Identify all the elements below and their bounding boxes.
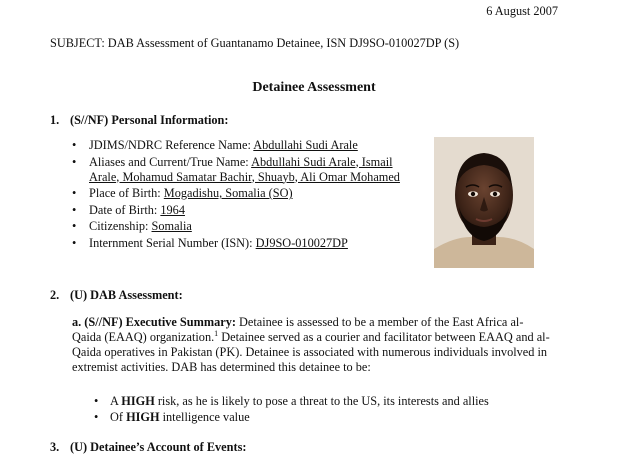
list-item — [72, 138, 412, 153]
risk-list — [94, 394, 489, 426]
section-3-heading — [50, 440, 246, 455]
list-item — [94, 394, 489, 409]
list-item — [72, 203, 412, 218]
footnote-marker: 1 — [214, 328, 219, 338]
summary-text-part1: Detainee is assessed to be a member of the East Africa al-Qaida (EAAQ) organization. — [72, 315, 524, 344]
list-item — [94, 410, 489, 425]
field-label: Place of Birth: — [89, 186, 164, 200]
list-item — [72, 186, 412, 201]
section-2-heading — [50, 288, 183, 303]
field-label: Aliases and Current/True Name: — [89, 154, 252, 169]
risk-description: risk, as he is likely to pose a threat to the US, its interests and allies — [154, 394, 489, 408]
risk-level: HIGH — [126, 410, 160, 424]
section-title: (U) Detainee’s Account of Events: — [70, 440, 247, 454]
summary-label: a. (S//NF) Executive Summary: — [72, 315, 236, 329]
section-title: (S//NF) Personal Information: — [70, 113, 229, 127]
summary-text-part2: Detainee served as a courier and facilitator between EAAQ and al-Qaida operatives in Pakistan (PK). Detainee is associated with numerous individuals involved in extremist activities. DAB has determined this detainee to be: — [72, 330, 550, 374]
risk-prefix: Of — [110, 410, 127, 424]
field-value: 1964 — [160, 202, 185, 217]
section-1-heading — [50, 113, 228, 128]
field-label: Date of Birth: — [89, 202, 161, 217]
subject-line: SUBJECT: DAB Assessment of Guantanamo Detainee, ISN DJ9SO-010027DP (S) — [50, 36, 460, 50]
list-item — [72, 236, 412, 251]
section-number: 1. — [50, 113, 60, 127]
risk-prefix: A — [110, 394, 122, 408]
field-label: Internment Serial Number (ISN): — [89, 235, 256, 250]
list-item — [72, 155, 412, 185]
executive-summary — [72, 315, 550, 375]
document-title: Detainee Assessment — [252, 80, 376, 95]
detainee-photo — [434, 137, 534, 268]
document-date: 6 August 2007 — [486, 4, 558, 18]
field-label: JDIMS/NDRC Reference Name: — [89, 138, 254, 152]
field-value: Somalia — [151, 219, 192, 233]
risk-description: intelligence value — [159, 410, 250, 424]
risk-level: HIGH — [121, 394, 155, 408]
field-label: Citizenship: — [89, 219, 152, 233]
list-item — [72, 219, 412, 234]
section-number: 2. — [50, 288, 60, 302]
field-value: Abdullahi Sudi Arale, Ismail Arale, Mohamud Samatar Bachir, Shuayb, Ali Omar Mohamed — [89, 154, 400, 184]
personal-info-list — [72, 138, 412, 252]
section-title: (U) DAB Assessment: — [70, 288, 183, 302]
portrait-image — [434, 137, 534, 268]
field-value: Abdullahi Sudi Arale — [253, 138, 358, 152]
field-value: DJ9SO-010027DP — [255, 235, 348, 250]
field-value: Mogadishu, Somalia (SO) — [163, 186, 293, 200]
section-number: 3. — [50, 440, 60, 454]
